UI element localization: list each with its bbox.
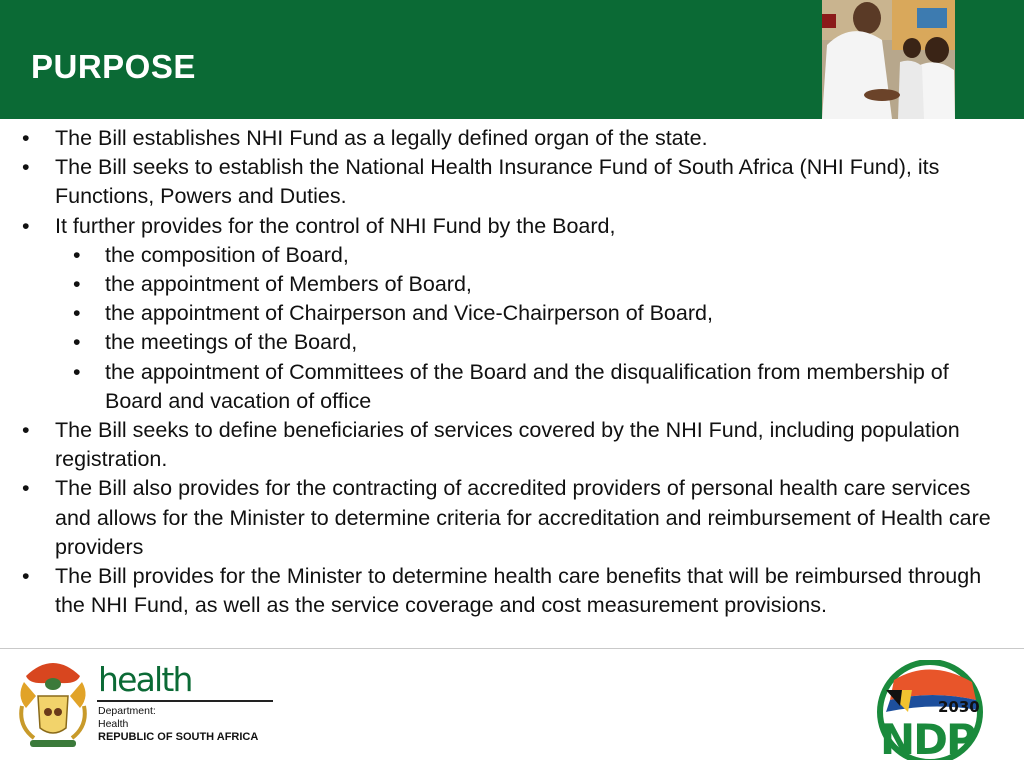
page-title: PURPOSE [31,48,196,85]
sub-bullet-item: • the appointment of Chairperson and Vice-Chairperson of Board, [0,299,1010,328]
nurse-with-children-photo [822,0,955,119]
department-line-2: Health [98,718,129,730]
department-line-1: Department: [98,705,156,717]
bullet-item: • The Bill establishes NHI Fund as a legally defined organ of the state. [0,124,1010,153]
ndp-2030-logo [872,660,992,760]
coat-of-arms-icon [16,656,90,752]
bullet-item: • The Bill seeks to establish the National Health Insurance Fund of South Africa (NHI Fund), its Functions, Powers and Duties. [0,153,1010,211]
bullet-list [0,124,1010,620]
health-logo-text: health [98,660,192,699]
ndp-letters-text: NDP [880,715,975,760]
header-banner [0,0,1024,119]
footer-divider [0,648,1024,649]
bullet-item: • It further provides for the control of NHI Fund by the Board, [0,212,1010,241]
ndp-year-text: 2030 [938,698,980,716]
health-logo-rule [97,700,273,702]
bullet-item: • The Bill seeks to define beneficiaries of services covered by the NHI Fund, including population registration. [0,416,1010,474]
bullet-content [0,124,1010,620]
sub-bullet-item: • the composition of Board, [0,241,1010,270]
sub-bullet-item: • the meetings of the Board, [0,328,1010,357]
department-line-3: REPUBLIC OF SOUTH AFRICA [98,731,259,743]
sub-bullet-item: • the appointment of Committees of the Board and the disqualification from membership of Board and vacation of office [0,358,1010,416]
department-label [98,705,258,744]
bullet-item: • The Bill provides for the Minister to determine health care benefits that will be reimbursed through the NHI Fund, as well as the service coverage and cost measurement provisions. [0,562,1010,620]
sub-bullet-item: • the appointment of Members of Board, [0,270,1010,299]
bullet-item: • The Bill also provides for the contracting of accredited providers of personal health care services and allows for the Minister to determine criteria for accreditation and reimbursement of Health care providers [0,474,1010,562]
